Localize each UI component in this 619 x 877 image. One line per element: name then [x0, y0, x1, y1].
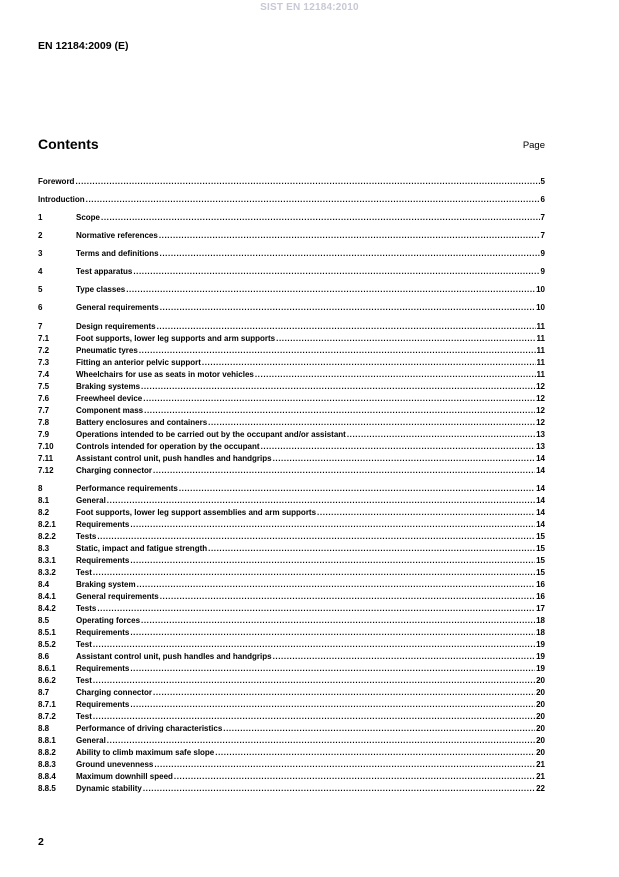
- toc-entry[interactable]: [38, 393, 545, 404]
- toc-entry-number: 8.7.2: [38, 712, 56, 721]
- toc-entry-page: 14: [536, 484, 545, 493]
- toc-entry-title: Introduction: [38, 195, 85, 204]
- toc-leader-dots: [261, 441, 536, 452]
- toc-entry[interactable]: [38, 266, 545, 277]
- toc-entry-title: Performance requirements: [76, 484, 178, 493]
- toc-entry-page: 7: [540, 213, 545, 222]
- toc-entry[interactable]: [38, 531, 545, 542]
- toc-entry-number: 8.2: [38, 508, 50, 517]
- toc-leader-dots: [255, 369, 536, 380]
- toc-entry[interactable]: [38, 429, 545, 440]
- toc-entry-page: 16: [536, 592, 545, 601]
- toc-leader-dots: [93, 639, 535, 650]
- toc-entry-title: Component mass: [76, 406, 144, 415]
- toc-entry-page: 10: [536, 303, 545, 312]
- toc-entry-number: 8.3.1: [38, 556, 56, 565]
- toc-entry-number: 8.5.2: [38, 640, 56, 649]
- toc-entry-number: 8.5: [38, 616, 50, 625]
- toc-entry[interactable]: [38, 783, 545, 794]
- toc-leader-dots: [93, 675, 535, 686]
- toc-entry[interactable]: [38, 711, 545, 722]
- toc-leader-dots: [130, 663, 535, 674]
- toc-entry-page: 13: [536, 442, 545, 451]
- toc-leader-dots: [153, 465, 535, 476]
- toc-entry-number: 7.11: [38, 454, 54, 463]
- toc-entry-title: Braking system: [76, 580, 136, 589]
- toc-entry[interactable]: [38, 465, 545, 476]
- toc-entry[interactable]: [38, 699, 545, 710]
- toc-leader-dots: [174, 771, 535, 782]
- toc-entry[interactable]: [38, 381, 545, 392]
- toc-entry-number: 7.3: [38, 358, 50, 367]
- toc-entry-number: 7.5: [38, 382, 50, 391]
- toc-entry[interactable]: [38, 603, 545, 614]
- toc-entry[interactable]: [38, 591, 545, 602]
- toc-entry[interactable]: [38, 176, 545, 187]
- toc-entry[interactable]: [38, 687, 545, 698]
- toc-entry-number: 8.8.5: [38, 784, 56, 793]
- toc-entry-page: 7: [540, 231, 545, 240]
- toc-leader-dots: [130, 627, 535, 638]
- toc-entry-number: 8.6.2: [38, 676, 56, 685]
- toc-leader-dots: [273, 453, 536, 464]
- toc-leader-dots: [154, 759, 535, 770]
- contents-title: Contents: [38, 136, 99, 152]
- toc-entry-number: 7.9: [38, 430, 50, 439]
- toc-entry[interactable]: [38, 567, 545, 578]
- toc-leader-dots: [144, 405, 535, 416]
- toc-entry-title: Controls intended for operation by the occupant: [76, 442, 260, 451]
- toc-entry-title: Operations intended to be carried out by the occupant and/or assistant: [76, 430, 346, 439]
- toc-entry[interactable]: [38, 194, 545, 205]
- toc-leader-dots: [160, 591, 535, 602]
- toc-leader-dots: [202, 357, 536, 368]
- toc-entry[interactable]: [38, 321, 545, 332]
- toc-entry-number: 7.6: [38, 394, 50, 403]
- toc-entry-number: 7.1: [38, 334, 50, 343]
- toc-leader-dots: [215, 747, 535, 758]
- toc-entry-number: 4: [38, 267, 43, 276]
- toc-entry-page: 18: [536, 628, 545, 637]
- toc-entry-page: 13: [536, 430, 545, 439]
- toc-entry-number: 8.6.1: [38, 664, 56, 673]
- toc-entry[interactable]: [38, 453, 545, 464]
- toc-entry-page: 9: [540, 267, 545, 276]
- toc-leader-dots: [160, 248, 540, 259]
- toc-entry-title: Requirements: [76, 664, 130, 673]
- toc-entry-number: 8.4.2: [38, 604, 56, 613]
- toc-entry-title: Requirements: [76, 628, 130, 637]
- toc-entry-number: 8.8.3: [38, 760, 56, 769]
- toc-entry-page: 20: [536, 748, 545, 757]
- toc-entry-page: 20: [536, 736, 545, 745]
- toc-entry-page: 12: [536, 382, 545, 391]
- toc-entry-number: 8.7: [38, 688, 50, 697]
- toc-leader-dots: [208, 543, 535, 554]
- toc-entry-number: 7.2: [38, 346, 50, 355]
- toc-entry-number: 5: [38, 285, 43, 294]
- toc-entry-number: 8.5.1: [38, 628, 56, 637]
- toc-entry-number: 8.8.1: [38, 736, 56, 745]
- toc-entry[interactable]: [38, 747, 545, 758]
- toc-entry-page: 15: [536, 568, 545, 577]
- toc-entry-title: Operating forces: [76, 616, 141, 625]
- toc-leader-dots: [97, 531, 535, 542]
- toc-entry-title: Requirements: [76, 700, 130, 709]
- toc-leader-dots: [208, 417, 535, 428]
- toc-entry[interactable]: [38, 495, 545, 506]
- toc-entry-number: 7.10: [38, 442, 54, 451]
- toc-entry-title: Test: [76, 676, 92, 685]
- toc-entry[interactable]: [38, 651, 545, 662]
- toc-entry[interactable]: [38, 675, 545, 686]
- toc-leader-dots: [137, 579, 536, 590]
- toc-entry[interactable]: [38, 639, 545, 650]
- toc-entry-page: 20: [536, 712, 545, 721]
- toc-entry-title: Assistant control unit, push handles and handgrips: [76, 652, 272, 661]
- toc-entry-number: 8: [38, 484, 43, 493]
- page-column-label: Page: [522, 140, 545, 151]
- toc-leader-dots: [93, 567, 535, 578]
- toc-entry-title: Normative references: [76, 231, 158, 240]
- toc-entry-title: Scope: [76, 213, 101, 222]
- toc-entry-title: Test: [76, 568, 92, 577]
- toc-leader-dots: [153, 687, 535, 698]
- toc-entry-number: 8.8.4: [38, 772, 56, 781]
- toc-entry-page: 12: [536, 406, 545, 415]
- toc-entry-number: 8.4: [38, 580, 50, 589]
- toc-entry-number: 8.3.2: [38, 568, 56, 577]
- toc-entry-number: 8.8.2: [38, 748, 56, 757]
- toc-entry-title: Maximum downhill speed: [76, 772, 173, 781]
- toc-entry[interactable]: [38, 771, 545, 782]
- toc-entry-title: Tests: [76, 532, 97, 541]
- toc-entry-page: 11: [536, 334, 545, 343]
- toc-leader-dots: [75, 176, 539, 187]
- toc-leader-dots: [130, 519, 535, 530]
- toc-entry-page: 11: [536, 346, 545, 355]
- toc-entry[interactable]: [38, 519, 545, 530]
- toc-entry-page: 19: [536, 652, 545, 661]
- toc-entry-title: Ability to climb maximum safe slope: [76, 748, 215, 757]
- toc-leader-dots: [317, 507, 535, 518]
- toc-entry[interactable]: [38, 579, 545, 590]
- toc-leader-dots: [130, 555, 535, 566]
- toc-entry-title: Fitting an anterior pelvic support: [76, 358, 201, 367]
- toc-leader-dots: [86, 194, 540, 205]
- toc-entry-number: 7.8: [38, 418, 50, 427]
- toc-entry-title: Test apparatus: [76, 267, 133, 276]
- toc-entry-title: Tests: [76, 604, 97, 613]
- toc-entry-title: Foot supports, lower leg supports and arm supports: [76, 334, 276, 343]
- toc-entry-page: 14: [536, 454, 545, 463]
- page-number: 2: [38, 836, 44, 848]
- toc-entry[interactable]: [38, 369, 545, 380]
- toc-entry-title: Dynamic stability: [76, 784, 142, 793]
- toc-entry[interactable]: [38, 357, 545, 368]
- toc-entry-page: 19: [536, 640, 545, 649]
- toc-entry-page: 11: [536, 370, 545, 379]
- toc-entry-page: 11: [536, 358, 545, 367]
- toc-entry-title: Battery enclosures and containers: [76, 418, 208, 427]
- toc-entry[interactable]: [38, 417, 545, 428]
- toc-entry[interactable]: [38, 507, 545, 518]
- toc-entry-page: 12: [536, 394, 545, 403]
- toc-entry-number: 8.4.1: [38, 592, 56, 601]
- toc-leader-dots: [223, 723, 535, 734]
- toc-leader-dots: [141, 615, 535, 626]
- toc-entry[interactable]: [38, 405, 545, 416]
- toc-leader-dots: [126, 284, 535, 295]
- toc-entry-title: Foot supports, lower leg support assemblies and arm supports: [76, 508, 317, 517]
- toc-entry[interactable]: [38, 555, 545, 566]
- toc-entry-page: 20: [536, 676, 545, 685]
- toc-entry-number: 2: [38, 231, 43, 240]
- toc-entry[interactable]: [38, 663, 545, 674]
- toc-leader-dots: [157, 321, 536, 332]
- toc-leader-dots: [276, 333, 535, 344]
- toc-entry-page: 14: [536, 466, 545, 475]
- toc-entry-number: 1: [38, 213, 43, 222]
- toc-entry-page: 5: [540, 177, 545, 186]
- toc-entry[interactable]: [38, 333, 545, 344]
- toc-entry[interactable]: [38, 248, 545, 259]
- toc-entry[interactable]: [38, 627, 545, 638]
- toc-entry-page: 11: [536, 322, 545, 331]
- document-id: EN 12184:2009 (E): [38, 40, 129, 52]
- toc-leader-dots: [93, 711, 535, 722]
- toc-leader-dots: [130, 699, 535, 710]
- toc-leader-dots: [179, 483, 535, 494]
- toc-entry-title: Test: [76, 712, 92, 721]
- toc-entry-number: 8.2.1: [38, 520, 56, 529]
- toc-entry-number: 6: [38, 303, 43, 312]
- toc-leader-dots: [133, 266, 539, 277]
- toc-leader-dots: [139, 345, 536, 356]
- toc-entry-title: Design requirements: [76, 322, 156, 331]
- toc-entry-number: 8.6: [38, 652, 50, 661]
- toc-entry-page: 6: [540, 195, 545, 204]
- toc-entry-number: 7: [38, 322, 43, 331]
- toc-entry-title: General: [76, 736, 106, 745]
- toc-entry-title: General: [76, 496, 106, 505]
- toc-entry-number: 7.12: [38, 466, 54, 475]
- toc-entry[interactable]: [38, 543, 545, 554]
- toc-entry-title: Static, impact and fatigue strength: [76, 544, 208, 553]
- toc-entry-page: 19: [536, 664, 545, 673]
- toc-entry[interactable]: [38, 723, 545, 734]
- toc-entry-title: Freewheel device: [76, 394, 143, 403]
- toc-entry-title: Requirements: [76, 556, 130, 565]
- toc-leader-dots: [160, 302, 535, 313]
- toc-entry[interactable]: [38, 483, 545, 494]
- toc-entry-page: 22: [536, 784, 545, 793]
- toc-entry-page: 17: [536, 604, 545, 613]
- toc-entry-page: 9: [540, 249, 545, 258]
- toc-leader-dots: [347, 429, 535, 440]
- toc-entry[interactable]: [38, 441, 545, 452]
- toc-entry-page: 20: [536, 688, 545, 697]
- toc-entry-page: 16: [536, 580, 545, 589]
- toc-entry-title: General requirements: [76, 303, 159, 312]
- toc-entry-page: 15: [536, 556, 545, 565]
- toc-entry-page: 14: [536, 496, 545, 505]
- toc-entry-page: 20: [536, 724, 545, 733]
- toc-entry-number: 8.2.2: [38, 532, 56, 541]
- watermark: SIST EN 12184:2010: [260, 2, 359, 13]
- toc-entry-title: Terms and definitions: [76, 249, 159, 258]
- toc-entry[interactable]: [38, 212, 545, 223]
- toc-entry-page: 14: [536, 520, 545, 529]
- toc-entry-title: Charging connector: [76, 466, 153, 475]
- toc-entry-title: Braking systems: [76, 382, 141, 391]
- toc-entry-title: Type classes: [76, 285, 126, 294]
- toc-entry[interactable]: [38, 230, 545, 241]
- toc-entry-number: 8.1: [38, 496, 50, 505]
- toc-entry-title: Ground unevenness: [76, 760, 154, 769]
- toc-entry-title: Wheelchairs for use as seats in motor vehicles: [76, 370, 254, 379]
- toc-entry-number: 7.4: [38, 370, 50, 379]
- toc-entry-title: Requirements: [76, 520, 130, 529]
- toc-entry-title: General requirements: [76, 592, 159, 601]
- toc-entry-title: Assistant control unit, push handles and handgrips: [76, 454, 272, 463]
- toc-entry-title: Performance of driving characteristics: [76, 724, 223, 733]
- toc-entry-number: 8.7.1: [38, 700, 56, 709]
- toc-leader-dots: [273, 651, 536, 662]
- toc-entry-page: 21: [536, 772, 545, 781]
- toc-entry-title: Foreword: [38, 177, 75, 186]
- toc-entry-title: Charging connector: [76, 688, 153, 697]
- toc-leader-dots: [107, 495, 535, 506]
- toc-leader-dots: [159, 230, 540, 241]
- toc-entry-page: 14: [536, 508, 545, 517]
- toc-entry-title: Pneumatic tyres: [76, 346, 138, 355]
- toc-entry[interactable]: [38, 735, 545, 746]
- toc-entry-page: 21: [536, 760, 545, 769]
- toc-entry[interactable]: [38, 284, 545, 295]
- toc-entry-number: 8.3: [38, 544, 50, 553]
- toc-entry[interactable]: [38, 302, 545, 313]
- toc-entry-page: 15: [536, 532, 545, 541]
- toc-leader-dots: [143, 783, 535, 794]
- toc-entry-page: 20: [536, 700, 545, 709]
- toc-entry-title: Test: [76, 640, 92, 649]
- toc-entry[interactable]: [38, 759, 545, 770]
- toc-leader-dots: [107, 735, 535, 746]
- toc-entry-page: 18: [536, 616, 545, 625]
- toc-leader-dots: [97, 603, 535, 614]
- toc-entry[interactable]: [38, 345, 545, 356]
- toc-entry-number: 3: [38, 249, 43, 258]
- toc-entry-number: 8.8: [38, 724, 50, 733]
- toc-entry-number: 7.7: [38, 406, 50, 415]
- toc-entry-page: 10: [536, 285, 545, 294]
- toc-leader-dots: [101, 212, 540, 223]
- toc-leader-dots: [143, 393, 535, 404]
- toc-leader-dots: [141, 381, 535, 392]
- toc-entry-page: 12: [536, 418, 545, 427]
- toc-entry-page: 15: [536, 544, 545, 553]
- toc-entry[interactable]: [38, 615, 545, 626]
